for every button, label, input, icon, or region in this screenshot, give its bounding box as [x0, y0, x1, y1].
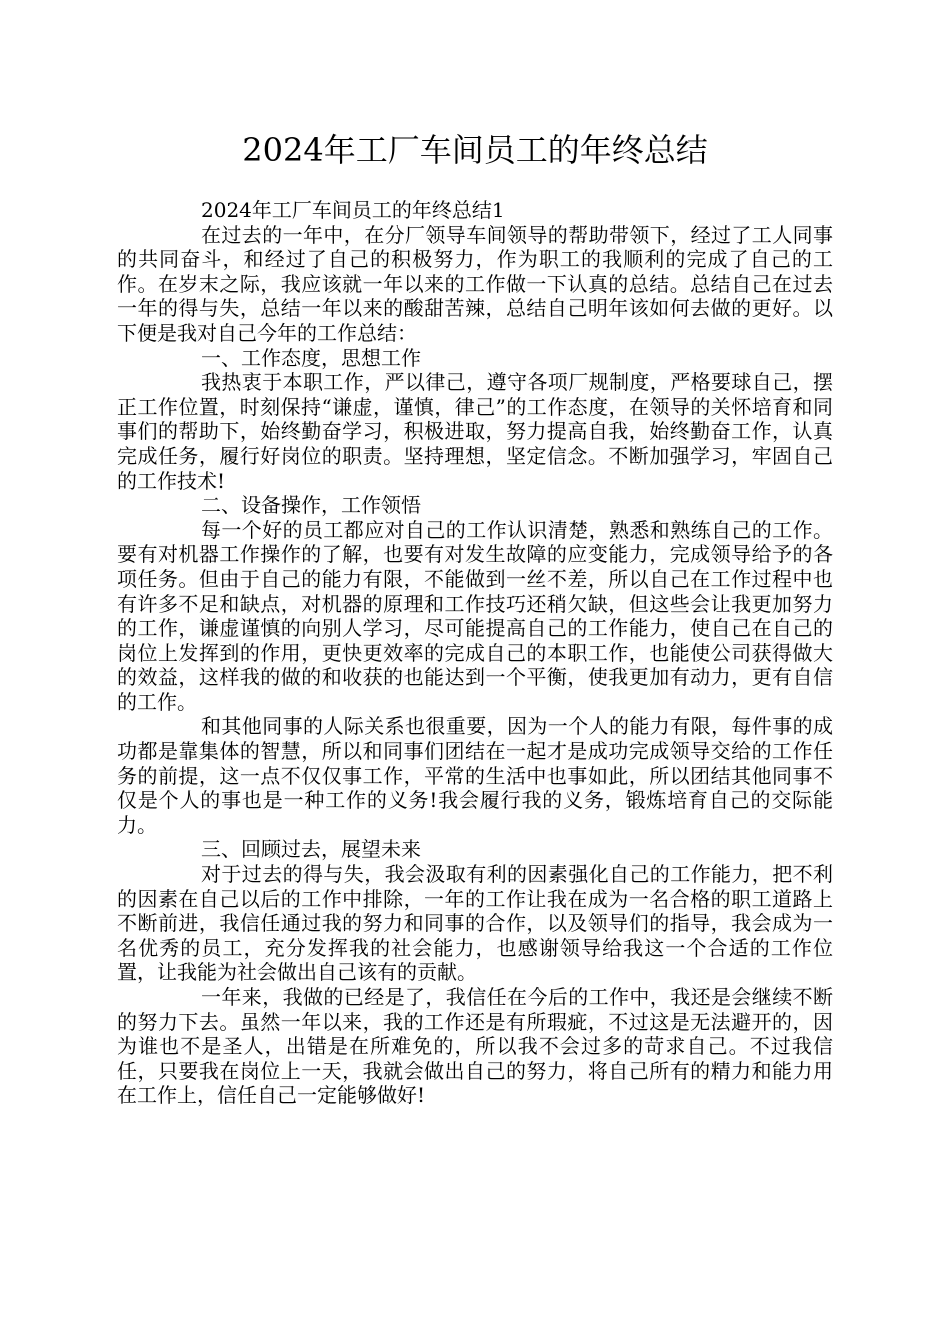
section-heading: 2024年工厂车间员工的年终总结1: [201, 198, 505, 222]
body-paragraph: 每一个好的员工都应对自己的工作认识清楚，熟悉和熟练自己的工作。要有对机器工作操作的了解，也要有对发生故障的应变能力，完成领导给予的各项任务。但由于自己的能力有限，不能做到一丝不差，所以自己在工作过程中也有许多不足和缺点，对机器的原理和工作技巧还稍欠缺，但这些会让我更加努力的工作，谦虚谨慎的向别人学习，尽可能提高自己的工作能力，使自己在自己的岗位上发挥到的作用，更快更效率的完成自己的本职工作，也能使公司获得做大的效益，这样我的做的和收获的也能达到一个平衡，使我更加有动力，更有自信的工作。: [117, 517, 833, 714]
section-heading: 二、设备操作，工作领悟: [201, 493, 421, 518]
section-heading: 三、回顾过去，展望未来: [201, 837, 421, 862]
closing-paragraph: 一年来，我做的已经是了，我信任在今后的工作中，我还是会继续不断的努力下去。虽然一年以来，我的工作还是有所瑕疵，不过这是无法避开的，因为谁也不是圣人，出错是在所难免的，所以我不会过多的苛求自己。不过我信任，只要我在岗位上一天，我就会做出自己的努力，将自己所有的精力和能力用在工作上，信任自己一定能够做好!: [117, 985, 833, 1108]
body-paragraph: 对于过去的得与失，我会汲取有利的因素强化自己的工作能力，把不利的因素在自己以后的工作中排除，一年的工作让我在成为一名合格的职工道路上不断前进，我信任通过我的努力和同事的合作，以及领导们的指导，我会成为一名优秀的员工，充分发挥我的社会能力，也感谢领导给我这一个合适的工作位置，让我能为社会做出自己该有的贡献。: [117, 862, 833, 985]
body-paragraph: 和其他同事的人际关系也很重要，因为一个人的能力有限，每件事的成功都是靠集体的智慧，所以和同事们团结在一起才是成功完成领导交给的工作任务的前提，这一点不仅仅事工作，平常的生活中也事如此，所以团结其他同事不仅是个人的事也是一种工作的义务!我会履行我的义务，锻炼培育自己的交际能力。: [117, 714, 833, 837]
intro-paragraph: 在过去的一年中，在分厂领导车间领导的帮助带领下，经过了工人同事的共同奋斗，和经过了自己的积极努力，作为职工的我顺利的完成了自己的工作。在岁末之际，我应该就一年以来的工作做一下认真的总结。总结自己在过去一年的得与失，总结一年以来的酸甜苦辣，总结自己明年该如何去做的更好。以下便是我对自己今年的工作总结：: [117, 222, 833, 345]
section-heading: 一、工作态度，思想工作: [201, 345, 421, 370]
document-title: 2024年工厂车间员工的年终总结: [242, 131, 708, 169]
document-body: [117, 198, 833, 1108]
body-paragraph: 我热衷于本职工作，严以律己，遵守各项厂规制度，严格要球自己，摆正工作位置，时刻保持“谦虚，谨慎，律己”的工作态度，在领导的关怀培育和同事们的帮助下，始终勤奋学习，积极进取，努力提高自我，始终勤奋工作，认真完成任务，履行好岗位的职责。坚持理想，坚定信念。不断加强学习，牢固自己的工作技术!: [117, 370, 833, 493]
